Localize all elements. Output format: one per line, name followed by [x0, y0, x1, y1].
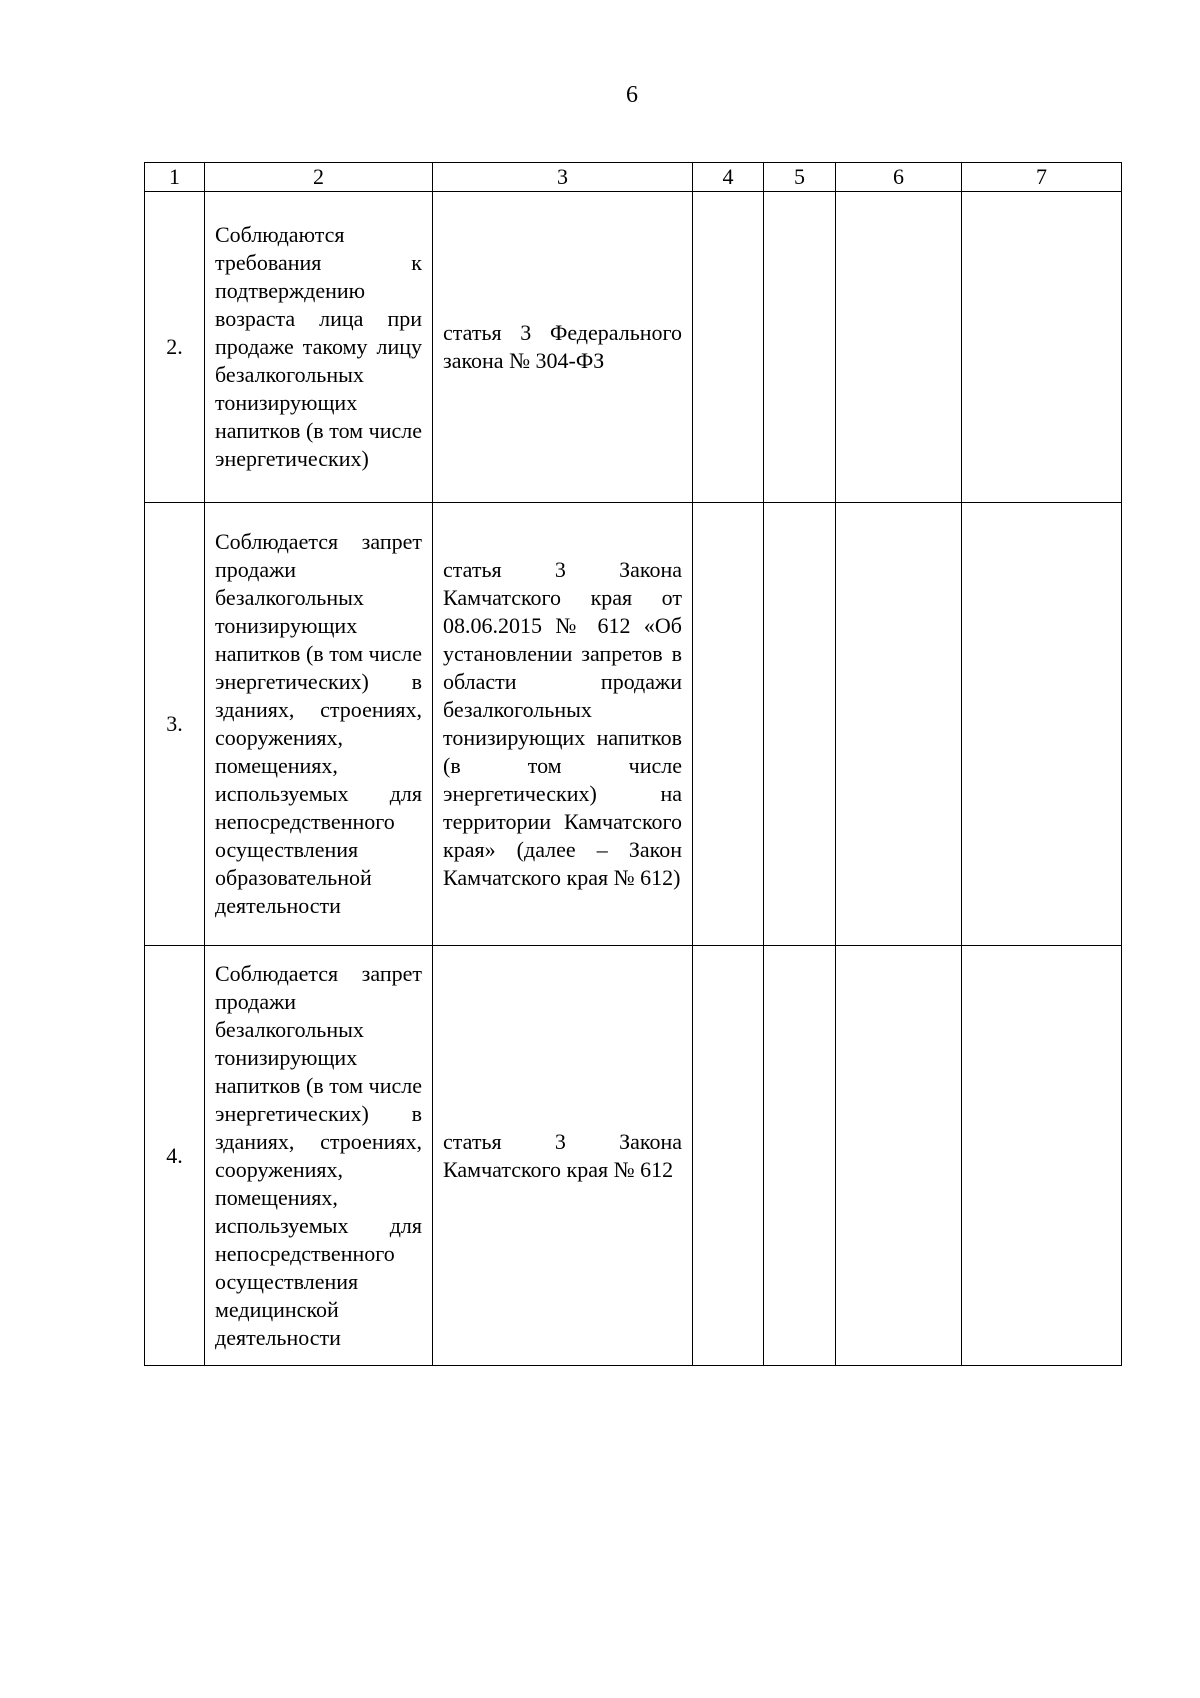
- column-header-5: 5: [764, 163, 836, 192]
- answer-cell-5: [764, 503, 836, 946]
- row-number: 2.: [145, 192, 205, 503]
- answer-cell-5: [764, 946, 836, 1366]
- column-header-6: 6: [836, 163, 962, 192]
- legal-reference-cell: статья 3 Федерального закона № 304-ФЗ: [433, 192, 693, 503]
- answer-cell-5: [764, 192, 836, 503]
- answer-cell-6: [836, 192, 962, 503]
- answer-cell-7: [962, 192, 1122, 503]
- column-header-4: 4: [693, 163, 764, 192]
- table-row: [145, 946, 1122, 1366]
- column-header-2: 2: [205, 163, 433, 192]
- requirement-cell: Соблюдаются требования к подтверждению возраста лица при продаже такому лицу безалкогольных тонизирующих напитков (в том числе энергетических): [205, 192, 433, 503]
- row-number: 3.: [145, 503, 205, 946]
- checklist-table: [144, 162, 1122, 1366]
- table-row: [145, 192, 1122, 503]
- legal-reference-cell: статья 3 Закона Камчатского края от 08.06.2015 № 612 «Об установлении запретов в области продажи безалкогольных тонизирующих напитков (в том числе энергетических) на территории Камчатского края» (далее – Закон Камчатского края № 612): [433, 503, 693, 946]
- answer-cell-6: [836, 946, 962, 1366]
- answer-cell-4: [693, 192, 764, 503]
- legal-reference-cell: статья 3 Закона Камчатского края № 612: [433, 946, 693, 1366]
- table-header-row: [145, 163, 1122, 192]
- answer-cell-4: [693, 503, 764, 946]
- answer-cell-6: [836, 503, 962, 946]
- requirement-cell: Соблюдается запрет продажи безалкогольных тонизирующих напитков (в том числе энергетических) в зданиях, строениях, сооружениях, помещениях, используемых для непосредственного осуществления образовательной деятельности: [205, 503, 433, 946]
- column-header-3: 3: [433, 163, 693, 192]
- answer-cell-4: [693, 946, 764, 1366]
- column-header-7: 7: [962, 163, 1122, 192]
- requirement-cell: Соблюдается запрет продажи безалкогольных тонизирующих напитков (в том числе энергетических) в зданиях, строениях, сооружениях, помещениях, используемых для непосредственного осуществления медицинской деятельности: [205, 946, 433, 1366]
- page-number: 6: [626, 82, 638, 108]
- column-header-1: 1: [145, 163, 205, 192]
- answer-cell-7: [962, 946, 1122, 1366]
- answer-cell-7: [962, 503, 1122, 946]
- row-number: 4.: [145, 946, 205, 1366]
- table-row: [145, 503, 1122, 946]
